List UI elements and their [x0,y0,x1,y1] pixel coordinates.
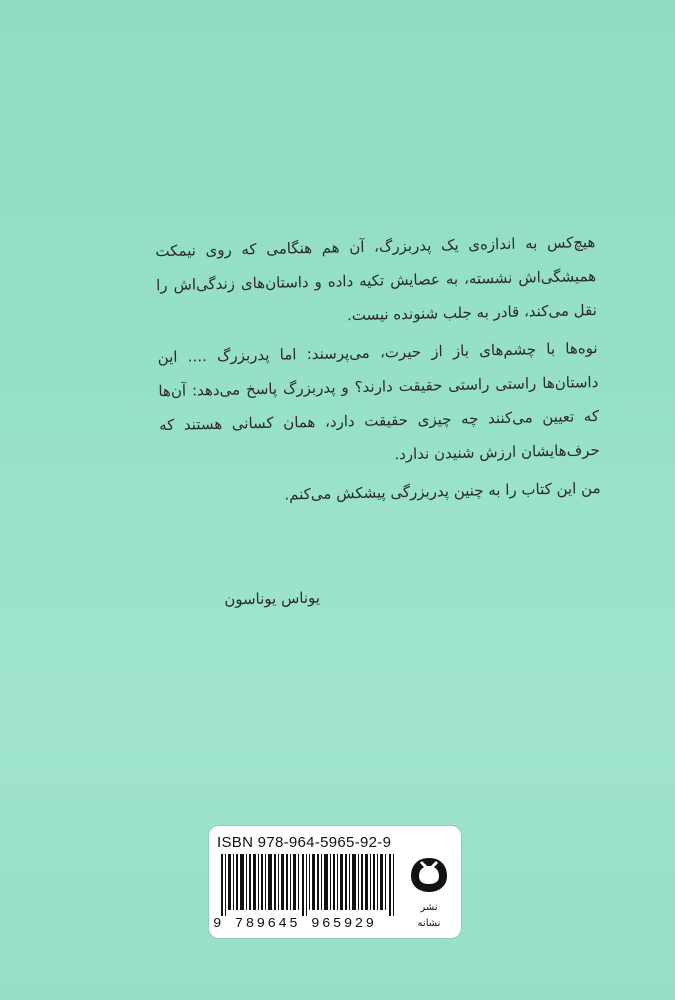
blurb-paragraph-2: نوه‌ها با چشم‌های باز از حیرت، می‌پرسند: اما پدربزرگ .... این داستان‌ها راستی راستی حقیقت دارند؟ و پدربزرگ پاسخ می‌دهد: آن‌ها که تعیین می‌کنند چه چیزی حقیقت دارد، همان کسانی هستند که حرف‌هایشان ارزش شنیدن ندارد. [157,338,600,464]
barcode-digits: 9 789645 965929 [213,916,377,932]
blurb-text [155,225,601,514]
isbn-barcode-box [209,826,461,938]
isbn-label: ISBN 978-964-5965-92-9 [217,834,392,851]
barcode-icon [221,854,397,916]
publisher-logo-icon [407,856,451,934]
publisher-logo-line1: نشر [420,902,438,913]
publisher-logo-line2: نشانه [417,918,441,929]
blurb-paragraph-1: هیچ‌کس به اندازه‌ی یک پدربزرگ، آن هم هنگامی که روی نیمکت همیشگی‌اش نشسته، به عصایش تکیه داده و داستان‌های زندگی‌اش را نقل می‌کند، قادر به جلب شنونده نیست. [155,232,597,325]
author-signature: یوناس یوناسون [224,588,321,609]
blurb-paragraph-3: من این کتاب را به چنین پدربزرگی پیشکش می‌کنم. [284,478,601,504]
